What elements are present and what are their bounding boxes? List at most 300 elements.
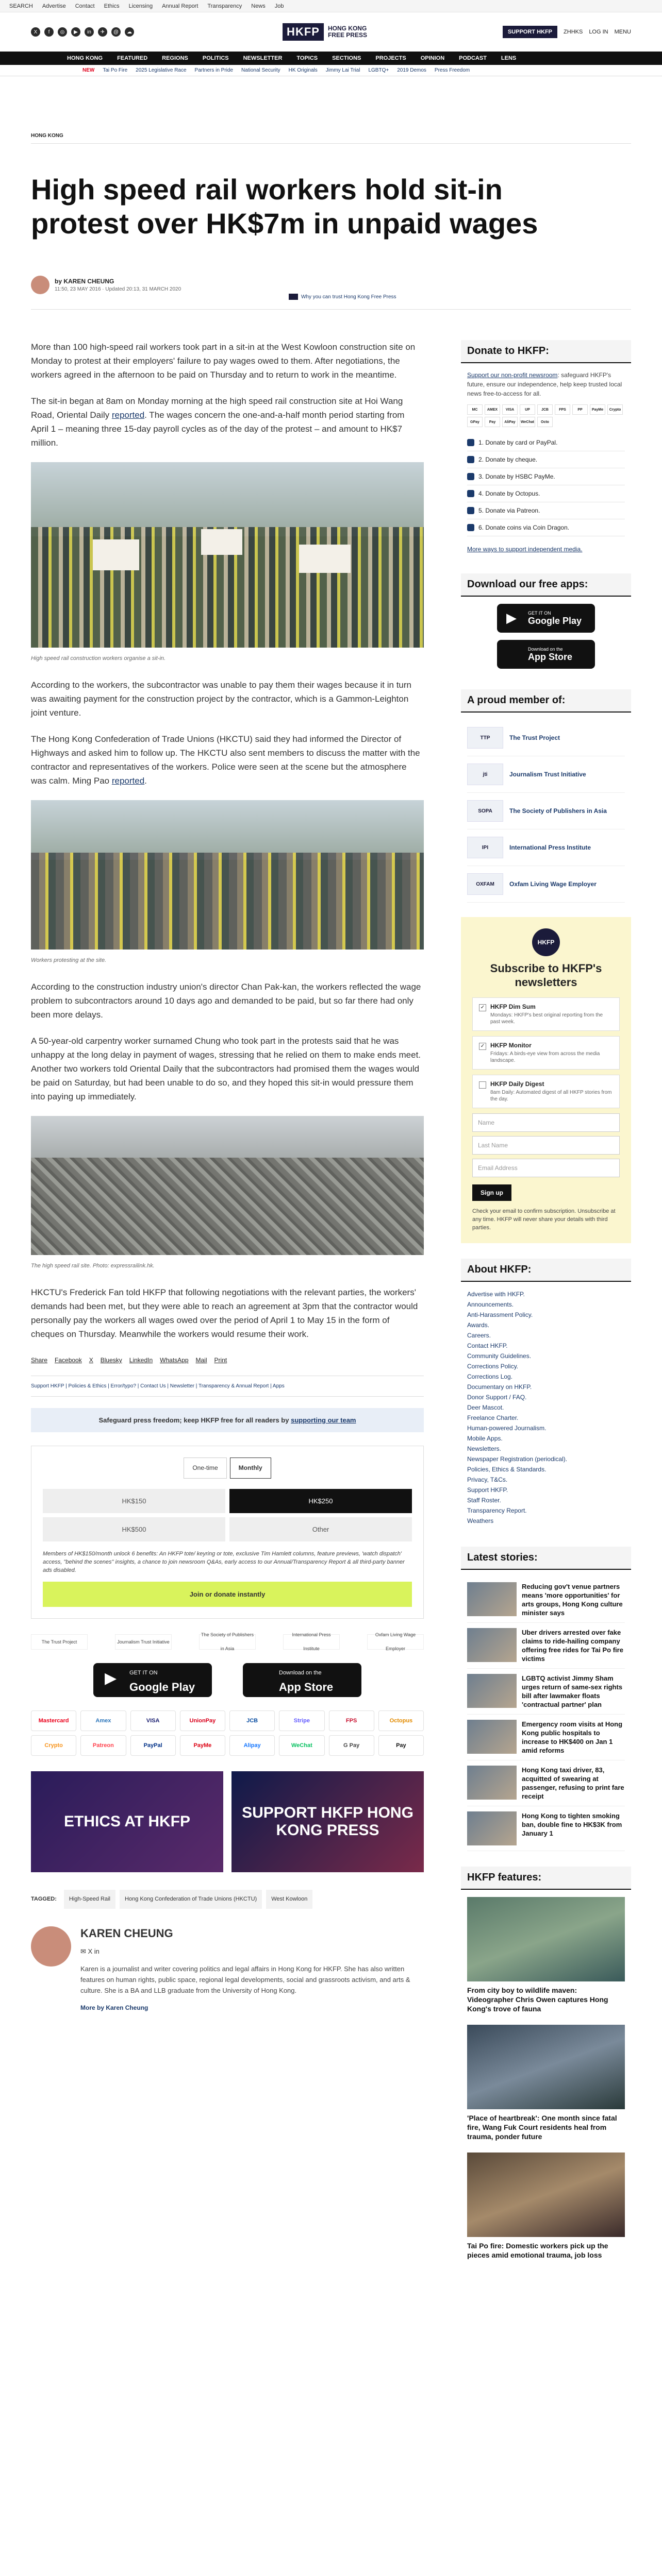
member-org-name: The Society of Publishers in Asia — [509, 807, 607, 815]
author-box — [31, 1926, 424, 2015]
signup-button[interactable]: Sign up — [472, 1184, 511, 1201]
about-link[interactable]: Policies, Ethics & Standards. — [467, 1466, 547, 1473]
about-link[interactable]: Contact HKFP. — [467, 1342, 508, 1349]
trust-project-logo[interactable]: The Trust Project — [31, 1634, 88, 1650]
donate-way[interactable] — [467, 434, 625, 451]
ethics-banner[interactable]: ETHICS AT HKFP — [31, 1771, 223, 1872]
reported-link[interactable]: reported — [111, 776, 145, 786]
top-link-licensing[interactable]: Licensing — [128, 3, 153, 9]
linkedin-icon[interactable]: in — [85, 27, 94, 37]
donate-text — [461, 370, 631, 398]
logo-text: HONG KONG FREE PRESS — [327, 24, 367, 39]
nav-newsletter[interactable]: NEWSLETTER — [243, 55, 283, 61]
top-link-contact[interactable]: Contact — [75, 3, 95, 9]
payment-mastercard[interactable]: Mastercard — [31, 1710, 76, 1731]
site-logo[interactable] — [283, 23, 379, 41]
nav-opinion[interactable]: OPINION — [420, 55, 445, 61]
member-org-logo: SOPA — [467, 800, 503, 822]
member-org-logo: IPI — [467, 837, 503, 858]
sub-nav — [0, 65, 662, 76]
safeguard-text: Safeguard press freedom; keep HKFP free for all readers by — [98, 1416, 291, 1424]
top-bar — [0, 0, 662, 12]
donate-way-label: 3. Donate by HSBC PayMe. — [478, 473, 555, 480]
share-mail[interactable]: Mail — [195, 1357, 207, 1364]
feature-image — [467, 1897, 625, 1981]
patreon-icon — [467, 507, 474, 514]
card-icon: JCB — [537, 404, 553, 415]
amount-500[interactable]: HK$500 — [43, 1517, 225, 1541]
newsletter-signup — [461, 917, 631, 1243]
payment-amex[interactable]: Amex — [80, 1710, 126, 1731]
store-small: GET IT ON — [528, 610, 551, 616]
article-photo[interactable] — [31, 1116, 424, 1255]
payment-octopus[interactable]: Octopus — [378, 1710, 424, 1731]
payment-crypto[interactable]: Crypto — [31, 1735, 76, 1756]
card-icon: Octo — [537, 417, 553, 427]
donate-way[interactable] — [467, 519, 625, 536]
about-link[interactable]: Mobile Apps. — [467, 1435, 503, 1442]
story-title: Hong Kong taxi driver, 83, acquitted of swearing at passenger, refusing to print fare receipt — [522, 1766, 624, 1800]
youtube-icon[interactable]: ▶ — [71, 27, 80, 37]
store-big: App Store — [279, 1681, 334, 1693]
store-big: Google Play — [129, 1681, 195, 1693]
store-small: Download on the — [279, 1670, 322, 1676]
bluesky-icon[interactable]: ☁ — [125, 27, 134, 37]
app-stores — [31, 1663, 424, 1697]
donate-way-label: 4. Donate by Octopus. — [478, 490, 540, 497]
support-button[interactable]: SUPPORT HKFP — [503, 26, 557, 38]
safeguard-banner — [31, 1408, 424, 1432]
top-link-advertise[interactable]: Advertise — [42, 3, 66, 9]
member-org-name: The Trust Project — [509, 734, 560, 741]
paragraph: More than 100 high-speed rail workers took part in a sit-in at the West Kowloon construction site on Monday to protest at their employers' failure to pay wages owed to them. After negotiations, the workers agreed in the afternoon to be paid on Thursday and to return to work in the meantime. — [31, 342, 416, 380]
subnav-item[interactable]: National Security — [241, 67, 280, 73]
donate-way-label: 5. Donate via Patreon. — [478, 507, 540, 514]
paragraph-text: The sit-in began at 8am on Monday morning at the high speed rail construction site at Hoi Wang Road, Oriental Daily — [31, 396, 403, 420]
about-link[interactable]: Corrections Policy. — [467, 1363, 519, 1370]
card-icon — [467, 439, 474, 446]
author-bio: Karen is a journalist and writer covering politics and legal affairs in Hong Kong for HKFP. She has also written features on human rights, public space, regional legal developments, social and grassroots activism, and arts & culture. She is a BA and LLB graduate from the University of Hong Kong. — [80, 1965, 410, 1994]
donate-way-label: 1. Donate by card or PayPal. — [478, 439, 558, 446]
newsletter-note: Check your email to confirm subscription. Unsubscribe at any time. HKFP will never share your details with third parties. — [472, 1208, 616, 1231]
about-link[interactable]: Human-powered Journalism. — [467, 1425, 547, 1432]
story-title: Hong Kong to tighten smoking ban, double fine to HK$3K from January 1 — [522, 1812, 622, 1837]
newsletter-option[interactable] — [472, 1036, 620, 1070]
story-thumbnail — [467, 1720, 517, 1754]
about-link[interactable]: Advertise with HKFP. — [467, 1291, 525, 1298]
story-thumbnail — [467, 1766, 517, 1800]
telegram-icon[interactable]: ✈ — [98, 27, 107, 37]
payment-alipay[interactable]: Alipay — [229, 1735, 275, 1756]
reported-link[interactable]: reported — [111, 410, 145, 420]
newsletter-title: Subscribe to HKFP's newsletters — [490, 962, 602, 989]
member-org[interactable] — [467, 793, 625, 829]
paragraph-text: The Hong Kong Confederation of Trade Unions (HKCTU) said they had informed the Director of Highways and asked him to follow up. The HKCTU also sent members to discuss the matter with the contractor and representatives of the workers. Police were seen at the scene but the atmosphere was calm. Ming Pao — [31, 734, 420, 786]
email-input[interactable]: Email Address — [472, 1159, 620, 1177]
feature-item[interactable] — [461, 1897, 631, 2013]
member-title: A proud member of: — [461, 689, 631, 713]
photo-sign — [299, 545, 351, 573]
search-link[interactable]: SEARCH — [9, 3, 33, 9]
facebook-icon[interactable]: f — [44, 27, 54, 37]
about-link[interactable]: Freelance Charter. — [467, 1414, 519, 1421]
coin-icon — [467, 524, 474, 531]
feature-title: 'Place of heartbreak': One month since fatal fire, Wang Fuk Court residents heal from trauma, ponder future — [467, 2114, 617, 2141]
photo-caption: The high speed rail site. Photo: expressrailink.hk. — [31, 1263, 155, 1269]
tag-chip[interactable]: High-Speed Rail — [64, 1890, 115, 1909]
story-thumbnail — [467, 1628, 517, 1662]
store-small: Download on the — [528, 646, 563, 652]
language-link[interactable]: ZHHKS — [564, 29, 583, 35]
payment-patreon[interactable]: Patreon — [80, 1735, 126, 1756]
paragraph-text: . The wages concern the one-and-a-half month period starting from April 1 – meaning three 15-day payroll cycles as of the day of the protest – and amount to HK$7 million. — [31, 410, 405, 448]
payment-jcb[interactable]: JCB — [229, 1710, 275, 1731]
threads-icon[interactable]: @ — [111, 27, 121, 37]
tag-chip[interactable]: West Kowloon — [266, 1890, 312, 1909]
photo-construction — [31, 1158, 424, 1255]
about-link[interactable]: Deer Mascot. — [467, 1404, 504, 1411]
card-icon: UP — [520, 404, 535, 415]
article-headline: High speed rail workers hold sit-in protest over HK$7m in unpaid wages — [31, 173, 538, 240]
share-facebook[interactable]: Facebook — [55, 1357, 82, 1364]
subnav-item[interactable]: HK Originals — [288, 67, 318, 73]
story-title: LGBTQ activist Jimmy Sham urges return of same-sex rights bill after lawmaker floats 'contractual partner' plan — [522, 1674, 623, 1708]
member-org-name: Oxfam Living Wage Employer — [509, 880, 597, 888]
store-small: GET IT ON — [129, 1670, 158, 1676]
payment-unionpay[interactable]: UnionPay — [180, 1710, 225, 1731]
payment-stripe[interactable]: Stripe — [279, 1710, 324, 1731]
trust-note[interactable] — [289, 294, 396, 300]
payme-icon — [467, 473, 474, 480]
about-link[interactable]: Transparency Report. — [467, 1507, 527, 1514]
story-item[interactable] — [467, 1623, 625, 1669]
nav-lens[interactable]: LENS — [501, 55, 517, 61]
top-link-annual-report[interactable]: Annual Report — [162, 3, 198, 9]
x-icon[interactable]: X — [31, 27, 40, 37]
google-play-button[interactable] — [93, 1663, 212, 1697]
about-link[interactable]: Announcements. — [467, 1301, 514, 1308]
amount-250[interactable]: HK$250 — [229, 1489, 412, 1513]
menu-link[interactable]: MENU — [614, 29, 631, 35]
sopa-logo[interactable]: The Society of Publishers in Asia — [199, 1634, 256, 1650]
newsletter-logo: HKFP — [532, 928, 560, 956]
main-nav — [0, 52, 662, 65]
about-link[interactable]: Staff Roster. — [467, 1497, 501, 1504]
donate-widget — [31, 1446, 424, 1619]
member-org[interactable] — [467, 720, 625, 756]
card-icon: Pay — [485, 417, 500, 427]
member-org[interactable] — [467, 829, 625, 866]
tags-label: TAGGED: — [31, 1896, 57, 1902]
story-item[interactable] — [467, 1577, 625, 1623]
newsletter-option[interactable] — [472, 997, 620, 1031]
story-item[interactable] — [467, 1806, 625, 1851]
about-title: About HKFP: — [461, 1259, 631, 1282]
amount-150[interactable]: HK$150 — [43, 1489, 225, 1513]
payment-methods — [31, 1710, 424, 1756]
article-photo[interactable] — [31, 800, 424, 950]
card-icon: AMEX — [485, 404, 500, 415]
top-links — [42, 3, 284, 9]
first-name-input[interactable]: Name — [472, 1113, 620, 1132]
member-logos — [31, 1634, 424, 1650]
checkbox[interactable] — [479, 1081, 486, 1089]
nav-featured[interactable]: FEATURED — [117, 55, 148, 61]
policy-links[interactable]: Support HKFP | Policies & Ethics | Error/typo? | Contact Us | Newsletter | Transparency & Annual Report | Apps — [31, 1376, 424, 1397]
story-thumbnail — [467, 1811, 517, 1845]
story-thumbnail — [467, 1582, 517, 1616]
about-link[interactable]: Newspaper Registration (periodical). — [467, 1455, 568, 1463]
oxfam-logo[interactable]: Oxfam Living Wage Employer — [367, 1634, 424, 1650]
publish-dates: 11:50, 23 MAY 2016 · Updated 20:13, 31 MARCH 2020 — [55, 286, 181, 292]
last-name-input[interactable]: Last Name — [472, 1136, 620, 1155]
top-link-jobs[interactable]: Job — [274, 3, 284, 9]
about-link[interactable]: Support HKFP. — [467, 1486, 508, 1494]
header-actions — [503, 26, 631, 38]
newsletter-desc: Mondays: HKFP's best original reporting from the past week. — [490, 1012, 603, 1025]
story-title: Uber drivers arrested over fake claims to ride-hailing company offering free rides for Tai Po fire victims — [522, 1629, 623, 1663]
feature-item[interactable] — [461, 2153, 631, 2260]
article-category[interactable]: HONG KONG — [31, 133, 63, 139]
payment-gpay[interactable]: G Pay — [329, 1735, 374, 1756]
newsletter-name: HKFP Daily Digest — [490, 1080, 544, 1088]
nav-politics[interactable]: POLITICS — [202, 55, 229, 61]
trust-project-icon — [289, 294, 298, 300]
payment-visa[interactable]: VISA — [130, 1710, 176, 1731]
member-benefits: Members of HK$150/month unlock 6 benefits: An HKFP tote/ keyring or tote, exclusive Tim Hamlett columns, feature previews, 'watch dispatch' access, "behind the scenes" insights, a chance to join newsroom Q&As, early access to our Annual/Transparency Report & all third-party banner ads disabled. — [43, 1551, 405, 1573]
card-icon: FPS — [555, 404, 570, 415]
author-social-icons[interactable]: ✉ X in — [80, 1947, 100, 1955]
member-org[interactable] — [467, 866, 625, 903]
paragraph — [31, 732, 424, 788]
member-orgs — [461, 720, 631, 903]
donate-way-label: 2. Donate by cheque. — [478, 456, 538, 463]
frequency-toggle — [43, 1458, 412, 1479]
subnav-item[interactable]: Partners in Pride — [194, 67, 234, 73]
jti-logo[interactable]: Journalism Trust Initiative — [115, 1634, 172, 1650]
about-link[interactable]: Awards. — [467, 1321, 490, 1329]
card-icon: WeChat — [520, 417, 535, 427]
member-org-name: International Press Institute — [509, 844, 591, 851]
share-link[interactable]: Share — [31, 1357, 48, 1364]
sidebar — [461, 340, 631, 2271]
photo-sky — [31, 800, 424, 860]
subnav-item[interactable]: LGBTQ+ — [368, 67, 389, 73]
tag-chip[interactable]: Hong Kong Confederation of Trade Unions (HKCTU) — [120, 1890, 262, 1909]
paragraph — [31, 394, 424, 450]
promo-banners — [31, 1771, 424, 1872]
about-link[interactable]: Anti-Harassment Policy. — [467, 1311, 533, 1318]
newsletter-desc: 8am Daily: Automated digest of all HKFP stories from the day. — [490, 1090, 612, 1102]
join-donate-button[interactable]: Join or donate instantly — [43, 1582, 412, 1607]
instagram-icon[interactable]: ◎ — [58, 27, 67, 37]
payment-wechat[interactable]: WeChat — [279, 1735, 324, 1756]
photo-caption: High speed rail construction workers organise a sit-in. — [31, 655, 166, 662]
play-icon: ▶ — [506, 610, 517, 625]
share-bluesky[interactable]: Bluesky — [100, 1357, 122, 1364]
more-by-author-link[interactable]: More by Karen Cheung — [80, 2004, 148, 2011]
photo-caption: Workers protesting at the site. — [31, 957, 107, 963]
story-thumbnail — [467, 1674, 517, 1708]
newsletter-name: HKFP Dim Sum — [490, 1003, 536, 1010]
sidebar-payment-cards — [461, 404, 631, 427]
card-icon: VISA — [502, 404, 518, 415]
story-item[interactable] — [467, 1715, 625, 1760]
feature-title: From city boy to wildlife maven: Videographer Chris Owen captures Hong Kong's trove of fauna — [467, 1986, 608, 2013]
sidebar-google-play[interactable] — [497, 604, 595, 633]
about-link[interactable]: Weathers — [467, 1517, 494, 1524]
feature-title: Tai Po fire: Domestic workers pick up the pieces amid emotional trauma, job loss — [467, 2242, 608, 2259]
checkbox[interactable]: ✓ — [479, 1004, 486, 1011]
support-banner[interactable]: SUPPORT HKFP HONG KONG PRESS — [231, 1771, 424, 1872]
donate-way[interactable] — [467, 451, 625, 468]
donate-desc: : safeguard HKFP's future, ensure our independence, help keep trusted local news free-to-access for all. — [467, 371, 622, 397]
about-link[interactable]: Privacy, T&Cs. — [467, 1476, 508, 1483]
about-link[interactable]: Community Guidelines. — [467, 1352, 532, 1360]
sidebar-app-store[interactable] — [497, 640, 595, 669]
about-link[interactable]: Careers. — [467, 1332, 491, 1339]
payment-applepay[interactable]: Pay — [378, 1735, 424, 1756]
member-org-name: Journalism Trust Initiative — [509, 771, 586, 778]
member-org[interactable] — [467, 756, 625, 793]
divider — [31, 143, 631, 144]
share-print[interactable]: Print — [214, 1357, 227, 1364]
nav-podcast[interactable]: PODCAST — [459, 55, 487, 61]
story-title: Emergency room visits at Hong Kong public hospitals to increase to HK$400 on Jan 1 amid reforms — [522, 1720, 623, 1754]
story-item[interactable] — [467, 1669, 625, 1715]
nav-hong-kong[interactable]: HONG KONG — [67, 55, 103, 61]
subnav-item[interactable]: Press Freedom — [434, 67, 470, 73]
nav-topics[interactable]: TOPICS — [296, 55, 318, 61]
card-icon: Crypto — [607, 404, 623, 415]
monthly-tab[interactable]: Monthly — [230, 1458, 271, 1479]
paragraph: According to the construction industry union's director Chan Pak-kan, the workers reflected the wage problem to subcontractors around 10 days ago and demanded to be paid, but so far there had only been more delays. — [31, 982, 421, 1020]
apps-title: Download our free apps: — [461, 573, 631, 597]
newsletter-desc: Fridays: A birds-eye view from across the media landscape. — [490, 1051, 600, 1063]
logo-box: HKFP — [283, 23, 324, 41]
photo-sign — [201, 529, 242, 555]
top-link-transparency[interactable]: Transparency — [207, 3, 242, 9]
author-name-link[interactable]: KAREN CHEUNG — [63, 278, 114, 285]
trust-note-text: Why you can trust Hong Kong Free Press — [301, 294, 396, 300]
latest-stories — [461, 1577, 631, 1851]
photo-sky — [31, 1116, 424, 1158]
top-link-news[interactable]: News — [251, 3, 266, 9]
article-photo[interactable] — [31, 462, 424, 648]
play-icon: ▶ — [105, 1670, 117, 1687]
donate-ways — [461, 434, 631, 536]
tags-row — [31, 1890, 424, 1909]
card-icon: GPay — [467, 417, 483, 427]
subnav-item[interactable]: Jimmy Lai Trial — [325, 67, 360, 73]
share-whatsapp[interactable]: WhatsApp — [160, 1357, 189, 1364]
member-org-logo: jti — [467, 764, 503, 785]
amount-options — [43, 1489, 412, 1541]
cheque-icon — [467, 456, 474, 463]
feature-item[interactable] — [461, 2025, 631, 2141]
paragraph: A 50-year-old carpentry worker surnamed Chung who took part in the protests said that he was unhappy at the long delay in payment of wages, stressing that he relied on them to make ends meet. Another two workers told Oriental Daily that the subcontractors had promised them the wages would be paid on Saturday, but had been unable to do so, and they hoped this sit-in would pressure them into paying up immediately. — [31, 1036, 421, 1101]
author-box-name[interactable]: KAREN CHEUNG — [80, 1927, 173, 1940]
amount-other[interactable]: Other — [229, 1517, 412, 1541]
about-link[interactable]: Documentary on HKFP. — [467, 1383, 532, 1391]
latest-title: Latest stories: — [461, 1547, 631, 1570]
donate-way[interactable] — [467, 485, 625, 502]
about-link[interactable]: Corrections Log. — [467, 1373, 513, 1380]
member-org-logo: TTP — [467, 727, 503, 749]
story-item[interactable] — [467, 1760, 625, 1806]
new-badge: NEW — [82, 67, 95, 73]
author-avatar[interactable] — [31, 276, 49, 294]
octopus-icon — [467, 490, 474, 497]
photo-sky — [31, 462, 424, 536]
author-name — [55, 278, 181, 285]
card-icon: MC — [467, 404, 483, 415]
newsletter-name: HKFP Monitor — [490, 1042, 532, 1049]
social-icons — [31, 27, 134, 37]
site-header — [0, 12, 662, 52]
card-icon: PP — [572, 404, 588, 415]
byline — [31, 276, 181, 294]
payment-paypal[interactable]: PayPal — [130, 1735, 176, 1756]
feature-image — [467, 2025, 625, 2109]
photo-crowd — [31, 853, 424, 950]
feature-image — [467, 2153, 625, 2237]
paragraph: According to the workers, the subcontractor was unable to pay them their wages because it in turn was awaiting payment for the construction project by the contractor, which is a Gammon-Leighton joint venture. — [31, 680, 412, 718]
share-linkedin[interactable]: LinkedIn — [129, 1357, 153, 1364]
nonprofit-link[interactable]: Support our non-profit newsroom — [467, 371, 558, 379]
subnav-item[interactable]: Tai Po Fire — [103, 67, 128, 73]
story-title: Reducing gov't venue partners means 'more opportunities' for arts groups, Hong Kong culture minister says — [522, 1583, 623, 1617]
share-x[interactable]: X — [89, 1357, 93, 1364]
about-link[interactable]: Newsletters. — [467, 1445, 502, 1452]
divider — [31, 309, 631, 310]
author-by: by — [55, 278, 64, 285]
payment-payme[interactable]: PayMe — [180, 1735, 225, 1756]
donate-way-label: 6. Donate coins via Coin Dragon. — [478, 524, 570, 531]
nav-sections[interactable]: SECTIONS — [332, 55, 361, 61]
payment-fps[interactable]: FPS — [329, 1710, 374, 1731]
about-links — [461, 1289, 631, 1526]
share-bar — [31, 1353, 424, 1367]
support-team-link[interactable]: supporting our team — [291, 1416, 356, 1424]
more-ways-link[interactable]: More ways to support independent media. — [467, 546, 583, 553]
app-store-button[interactable] — [243, 1663, 361, 1697]
nav-regions[interactable]: REGIONS — [162, 55, 188, 61]
subnav-item[interactable]: 2025 Legislative Race — [136, 67, 187, 73]
checkbox[interactable]: ✓ — [479, 1043, 486, 1050]
one-time-tab[interactable]: One-time — [184, 1458, 226, 1479]
article-body — [31, 340, 424, 2015]
photo-sign — [93, 539, 139, 570]
nav-projects[interactable]: PROJECTS — [375, 55, 406, 61]
card-icon: AliPay — [502, 417, 518, 427]
ipi-logo[interactable]: International Press Institute — [283, 1634, 340, 1650]
store-big: App Store — [528, 651, 573, 662]
donate-way[interactable] — [467, 502, 625, 519]
top-link-ethics[interactable]: Ethics — [104, 3, 120, 9]
donate-title: Donate to HKFP: — [461, 340, 631, 363]
card-icon: PayMe — [590, 404, 605, 415]
newsletter-option[interactable] — [472, 1075, 620, 1108]
about-link[interactable]: Donor Support / FAQ. — [467, 1394, 527, 1401]
paragraph: HKCTU's Frederick Fan told HKFP that following negotiations with the relevant parties, the workers' demands had been met, but they were able to reach an agreement at 3pm that the contractor would personally pay the workers all wages owed over the period of April 1 to May 15 in the form of cheques on Thursday. Meanwhile the workers would resume their work. — [31, 1287, 418, 1339]
store-big: Google Play — [528, 615, 582, 626]
subnav-item[interactable]: 2019 Demos — [397, 67, 426, 73]
donate-way[interactable] — [467, 468, 625, 485]
author-avatar-large[interactable] — [31, 1926, 71, 1967]
login-link[interactable]: LOG IN — [589, 29, 608, 35]
features-title: HKFP features: — [461, 1867, 631, 1890]
